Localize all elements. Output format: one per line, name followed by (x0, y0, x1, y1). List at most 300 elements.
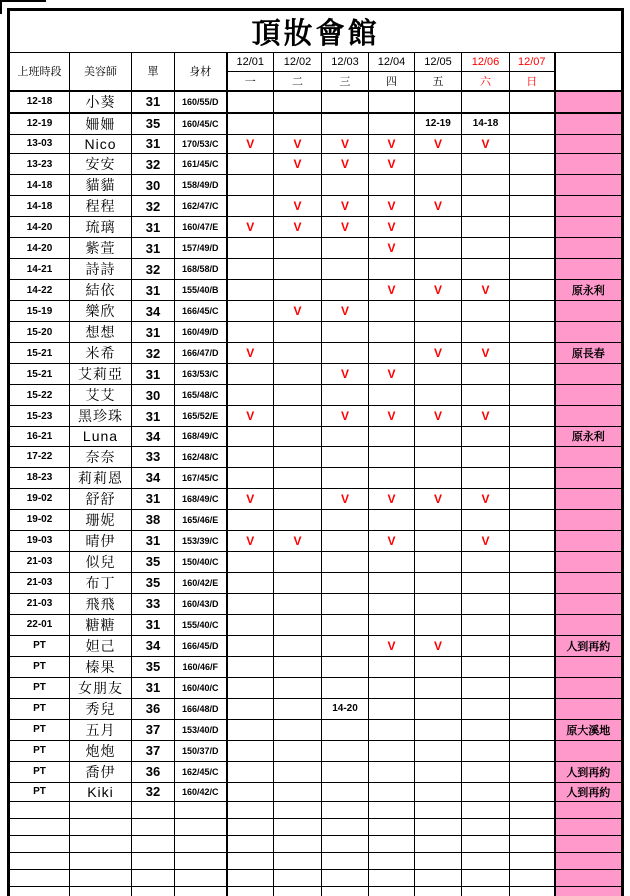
day-cell (227, 853, 274, 870)
day-cell (510, 175, 555, 196)
artist-name-cell: 琉璃 (70, 217, 132, 238)
artist-name-cell: 艾莉亞 (70, 364, 132, 385)
day-cell (510, 509, 555, 530)
shift-time-cell: 14-22 (9, 280, 70, 301)
staff-row (9, 698, 623, 719)
artist-name-cell: 秀兒 (70, 698, 132, 719)
day-cell (415, 154, 462, 175)
empty-row (9, 853, 623, 870)
staff-row (9, 364, 623, 385)
day-cell (227, 719, 274, 740)
staff-row (9, 406, 623, 427)
shift-time-cell: 12-18 (9, 91, 70, 113)
order-count-cell (132, 870, 175, 887)
weekday-header: 三 (322, 72, 369, 91)
order-count-cell: 37 (132, 740, 175, 761)
day-cell (462, 175, 510, 196)
day-cell (462, 635, 510, 656)
order-count-cell: 30 (132, 385, 175, 406)
note-cell (555, 91, 623, 113)
shift-time-cell (9, 836, 70, 853)
day-cell (510, 134, 555, 154)
day-cell (462, 301, 510, 322)
shift-time-cell: 22-01 (9, 614, 70, 635)
day-cell (415, 719, 462, 740)
day-cell (462, 572, 510, 593)
note-cell: 原大溪地 (555, 719, 623, 740)
day-cell (322, 593, 369, 614)
day-cell (322, 836, 369, 853)
figure-cell: 160/55/D (175, 91, 227, 113)
note-cell (555, 488, 623, 509)
day-cell (462, 509, 510, 530)
day-cell (227, 802, 274, 819)
day-cell (415, 740, 462, 761)
remarks-header-cell (555, 53, 623, 91)
order-count-cell: 32 (132, 259, 175, 280)
day-cell (510, 427, 555, 447)
weekday-header: 日 (510, 72, 555, 91)
day-cell (274, 509, 322, 530)
day-cell (274, 175, 322, 196)
staff-row (9, 259, 623, 280)
order-count-cell: 33 (132, 446, 175, 467)
column-header-orders: 單 (132, 53, 175, 91)
day-cell: V (462, 280, 510, 301)
day-cell (227, 364, 274, 385)
artist-name-cell: 詩詩 (70, 259, 132, 280)
day-cell (322, 887, 369, 896)
schedule-table (7, 8, 624, 896)
day-cell (322, 853, 369, 870)
day-cell (227, 91, 274, 113)
day-cell (274, 91, 322, 113)
day-cell: V (227, 488, 274, 509)
day-cell: V (415, 280, 462, 301)
day-cell (274, 740, 322, 761)
day-cell (462, 782, 510, 802)
day-cell (510, 446, 555, 467)
figure-cell: 170/53/C (175, 134, 227, 154)
day-cell (510, 819, 555, 836)
artist-name-cell: 樂欣 (70, 301, 132, 322)
day-cell (227, 427, 274, 447)
figure-cell: 165/48/C (175, 385, 227, 406)
staff-row (9, 196, 623, 217)
order-count-cell: 31 (132, 406, 175, 427)
day-cell: V (322, 364, 369, 385)
order-count-cell: 31 (132, 677, 175, 698)
day-cell (415, 238, 462, 259)
day-cell: V (369, 196, 415, 217)
day-cell (415, 175, 462, 196)
note-cell (555, 572, 623, 593)
day-cell: V (322, 134, 369, 154)
day-cell (462, 91, 510, 113)
figure-cell: 168/58/D (175, 259, 227, 280)
day-cell (415, 614, 462, 635)
day-cell (322, 385, 369, 406)
staff-row (9, 677, 623, 698)
artist-name-cell: 晴伊 (70, 530, 132, 551)
day-cell (274, 113, 322, 135)
artist-name-cell: 黑珍珠 (70, 406, 132, 427)
day-cell (415, 446, 462, 467)
artist-name-cell: 糖糖 (70, 614, 132, 635)
day-cell: V (322, 406, 369, 427)
shift-time-cell (9, 853, 70, 870)
shift-time-cell: 19-03 (9, 530, 70, 551)
figure-cell: 150/37/D (175, 740, 227, 761)
note-cell (555, 740, 623, 761)
order-count-cell (132, 887, 175, 896)
day-cell (462, 385, 510, 406)
column-header-figure: 身材 (175, 53, 227, 91)
day-cell (322, 614, 369, 635)
day-cell (462, 259, 510, 280)
day-cell (369, 343, 415, 364)
shift-time-cell: 16-21 (9, 427, 70, 447)
note-cell (555, 593, 623, 614)
day-cell (415, 802, 462, 819)
day-cell: V (227, 134, 274, 154)
order-count-cell: 31 (132, 364, 175, 385)
note-cell (555, 406, 623, 427)
shift-time-cell: PT (9, 761, 70, 782)
day-cell (274, 572, 322, 593)
artist-name-cell (70, 802, 132, 819)
figure-cell (175, 802, 227, 819)
day-cell (227, 870, 274, 887)
day-cell (274, 385, 322, 406)
day-cell (227, 761, 274, 782)
day-cell (274, 280, 322, 301)
day-cell (274, 614, 322, 635)
day-cell: V (369, 364, 415, 385)
figure-cell: 160/45/C (175, 113, 227, 135)
order-count-cell: 31 (132, 614, 175, 635)
day-cell (274, 887, 322, 896)
day-cell (510, 406, 555, 427)
note-cell (555, 509, 623, 530)
weekday-header: 四 (369, 72, 415, 91)
shift-time-cell: 21-03 (9, 593, 70, 614)
shift-time-cell: PT (9, 782, 70, 802)
figure-cell: 160/40/C (175, 677, 227, 698)
note-cell (555, 677, 623, 698)
artist-name-cell (70, 887, 132, 896)
day-cell (369, 322, 415, 343)
day-cell (510, 488, 555, 509)
day-cell (322, 238, 369, 259)
day-cell (462, 593, 510, 614)
note-cell (555, 113, 623, 135)
shift-time-cell: 14-21 (9, 259, 70, 280)
day-cell (415, 677, 462, 698)
day-cell (510, 593, 555, 614)
column-header-shift-time: 上班時段 (9, 53, 70, 91)
schedule-sheet (7, 8, 624, 896)
day-cell (274, 677, 322, 698)
day-cell: V (322, 154, 369, 175)
artist-name-cell: 似兒 (70, 551, 132, 572)
order-count-cell: 34 (132, 467, 175, 488)
shift-time-cell: 14-20 (9, 238, 70, 259)
staff-row (9, 761, 623, 782)
day-cell (227, 572, 274, 593)
day-cell (510, 635, 555, 656)
day-cell (227, 113, 274, 135)
note-cell (555, 870, 623, 887)
day-cell: V (227, 406, 274, 427)
note-cell (555, 819, 623, 836)
day-cell (462, 196, 510, 217)
page-title: 頂妝會館 (9, 10, 623, 53)
day-cell (227, 175, 274, 196)
staff-row (9, 656, 623, 677)
day-cell (322, 761, 369, 782)
figure-cell: 153/39/C (175, 530, 227, 551)
day-cell (227, 819, 274, 836)
artist-name-cell: 炮炮 (70, 740, 132, 761)
order-count-cell: 35 (132, 572, 175, 593)
date-header: 12/05 (415, 53, 462, 72)
day-cell (369, 446, 415, 467)
staff-row (9, 509, 623, 530)
day-cell (369, 853, 415, 870)
note-cell: 原長春 (555, 343, 623, 364)
weekday-header: 一 (227, 72, 274, 91)
day-cell (510, 656, 555, 677)
artist-name-cell (70, 836, 132, 853)
day-cell (322, 870, 369, 887)
staff-row (9, 343, 623, 364)
day-cell (415, 782, 462, 802)
day-cell (415, 853, 462, 870)
day-cell: V (415, 134, 462, 154)
day-cell (274, 836, 322, 853)
note-cell (555, 301, 623, 322)
day-cell (415, 887, 462, 896)
order-count-cell: 32 (132, 154, 175, 175)
order-count-cell: 34 (132, 427, 175, 447)
artist-name-cell: 舒舒 (70, 488, 132, 509)
artist-name-cell: 五月 (70, 719, 132, 740)
day-cell (227, 656, 274, 677)
day-cell (510, 530, 555, 551)
weekday-header: 二 (274, 72, 322, 91)
shift-time-cell: 15-20 (9, 322, 70, 343)
artist-name-cell: Luna (70, 427, 132, 447)
day-cell (462, 698, 510, 719)
day-cell: V (369, 635, 415, 656)
day-cell (510, 677, 555, 698)
day-cell (322, 91, 369, 113)
day-cell (227, 446, 274, 467)
day-cell (369, 614, 415, 635)
order-count-cell (132, 819, 175, 836)
shift-time-cell: PT (9, 656, 70, 677)
day-cell (510, 719, 555, 740)
order-count-cell: 32 (132, 343, 175, 364)
day-cell (322, 446, 369, 467)
artist-name-cell: Nico (70, 134, 132, 154)
day-cell (415, 593, 462, 614)
day-cell: V (274, 196, 322, 217)
day-cell (510, 238, 555, 259)
day-cell (369, 887, 415, 896)
note-cell (555, 364, 623, 385)
day-cell (227, 509, 274, 530)
day-cell (227, 782, 274, 802)
day-cell (369, 551, 415, 572)
note-cell (555, 802, 623, 819)
shift-time-cell: 15-21 (9, 364, 70, 385)
staff-row (9, 740, 623, 761)
day-cell (510, 740, 555, 761)
day-cell (462, 870, 510, 887)
day-cell (322, 819, 369, 836)
order-count-cell: 31 (132, 488, 175, 509)
note-cell: 人到再約 (555, 761, 623, 782)
staff-row (9, 782, 623, 802)
day-cell (369, 819, 415, 836)
day-cell (415, 301, 462, 322)
day-cell: 14-18 (462, 113, 510, 135)
day-cell (274, 322, 322, 343)
day-cell (274, 782, 322, 802)
day-cell (322, 635, 369, 656)
order-count-cell: 31 (132, 280, 175, 301)
day-cell (415, 761, 462, 782)
staff-row (9, 91, 623, 113)
day-cell: V (415, 196, 462, 217)
day-cell (274, 467, 322, 488)
screen-edge-artifact (0, 0, 46, 2)
day-cell (369, 656, 415, 677)
figure-cell: 166/48/D (175, 698, 227, 719)
artist-name-cell: 姍姍 (70, 113, 132, 135)
day-cell (274, 446, 322, 467)
day-cell (510, 343, 555, 364)
day-cell (510, 572, 555, 593)
artist-name-cell: 布丁 (70, 572, 132, 593)
date-header: 12/04 (369, 53, 415, 72)
staff-row (9, 217, 623, 238)
day-cell (274, 488, 322, 509)
day-cell (510, 551, 555, 572)
header-row-dates (9, 53, 623, 72)
shift-time-cell: 17-22 (9, 446, 70, 467)
figure-cell: 150/40/C (175, 551, 227, 572)
figure-cell: 166/45/C (175, 301, 227, 322)
day-cell (369, 301, 415, 322)
day-cell (322, 509, 369, 530)
day-cell (462, 217, 510, 238)
figure-cell: 155/40/C (175, 614, 227, 635)
day-cell (510, 91, 555, 113)
day-cell (274, 802, 322, 819)
day-cell (415, 467, 462, 488)
note-cell (555, 467, 623, 488)
day-cell (510, 698, 555, 719)
day-cell (415, 656, 462, 677)
figure-cell: 166/45/D (175, 635, 227, 656)
order-count-cell: 32 (132, 196, 175, 217)
note-cell (555, 446, 623, 467)
day-cell (274, 719, 322, 740)
artist-name-cell (70, 870, 132, 887)
artist-name-cell: 小葵 (70, 91, 132, 113)
day-cell: V (369, 280, 415, 301)
day-cell (274, 698, 322, 719)
day-cell: V (369, 238, 415, 259)
day-cell (227, 154, 274, 175)
day-cell (274, 635, 322, 656)
day-cell (462, 322, 510, 343)
note-cell (555, 656, 623, 677)
day-cell (415, 836, 462, 853)
artist-name-cell: 奈奈 (70, 446, 132, 467)
order-count-cell: 37 (132, 719, 175, 740)
day-cell (322, 656, 369, 677)
shift-time-cell: 19-02 (9, 509, 70, 530)
figure-cell: 168/49/C (175, 427, 227, 447)
staff-row (9, 385, 623, 406)
day-cell (322, 175, 369, 196)
staff-row (9, 154, 623, 175)
day-cell (462, 802, 510, 819)
day-cell (415, 551, 462, 572)
day-cell (462, 853, 510, 870)
artist-name-cell: 結依 (70, 280, 132, 301)
shift-time-cell: 12-19 (9, 113, 70, 135)
day-cell: V (322, 217, 369, 238)
shift-time-cell: PT (9, 740, 70, 761)
order-count-cell: 36 (132, 698, 175, 719)
artist-name-cell: 米希 (70, 343, 132, 364)
day-cell (369, 175, 415, 196)
figure-cell: 160/42/C (175, 782, 227, 802)
day-cell: V (322, 488, 369, 509)
day-cell (415, 698, 462, 719)
order-count-cell: 31 (132, 91, 175, 113)
date-header: 12/01 (227, 53, 274, 72)
day-cell (227, 551, 274, 572)
figure-cell: 163/53/C (175, 364, 227, 385)
day-cell (227, 887, 274, 896)
day-cell (369, 113, 415, 135)
note-cell (555, 196, 623, 217)
day-cell: V (322, 196, 369, 217)
staff-row (9, 322, 623, 343)
day-cell: V (322, 301, 369, 322)
day-cell (462, 761, 510, 782)
note-cell (555, 385, 623, 406)
day-cell (274, 761, 322, 782)
day-cell (274, 819, 322, 836)
day-cell (322, 343, 369, 364)
screen-edge-artifact (0, 0, 2, 14)
order-count-cell: 34 (132, 301, 175, 322)
day-cell: V (274, 217, 322, 238)
order-count-cell: 30 (132, 175, 175, 196)
day-cell (510, 154, 555, 175)
day-cell (510, 870, 555, 887)
day-cell (510, 761, 555, 782)
order-count-cell: 35 (132, 656, 175, 677)
day-cell (510, 836, 555, 853)
